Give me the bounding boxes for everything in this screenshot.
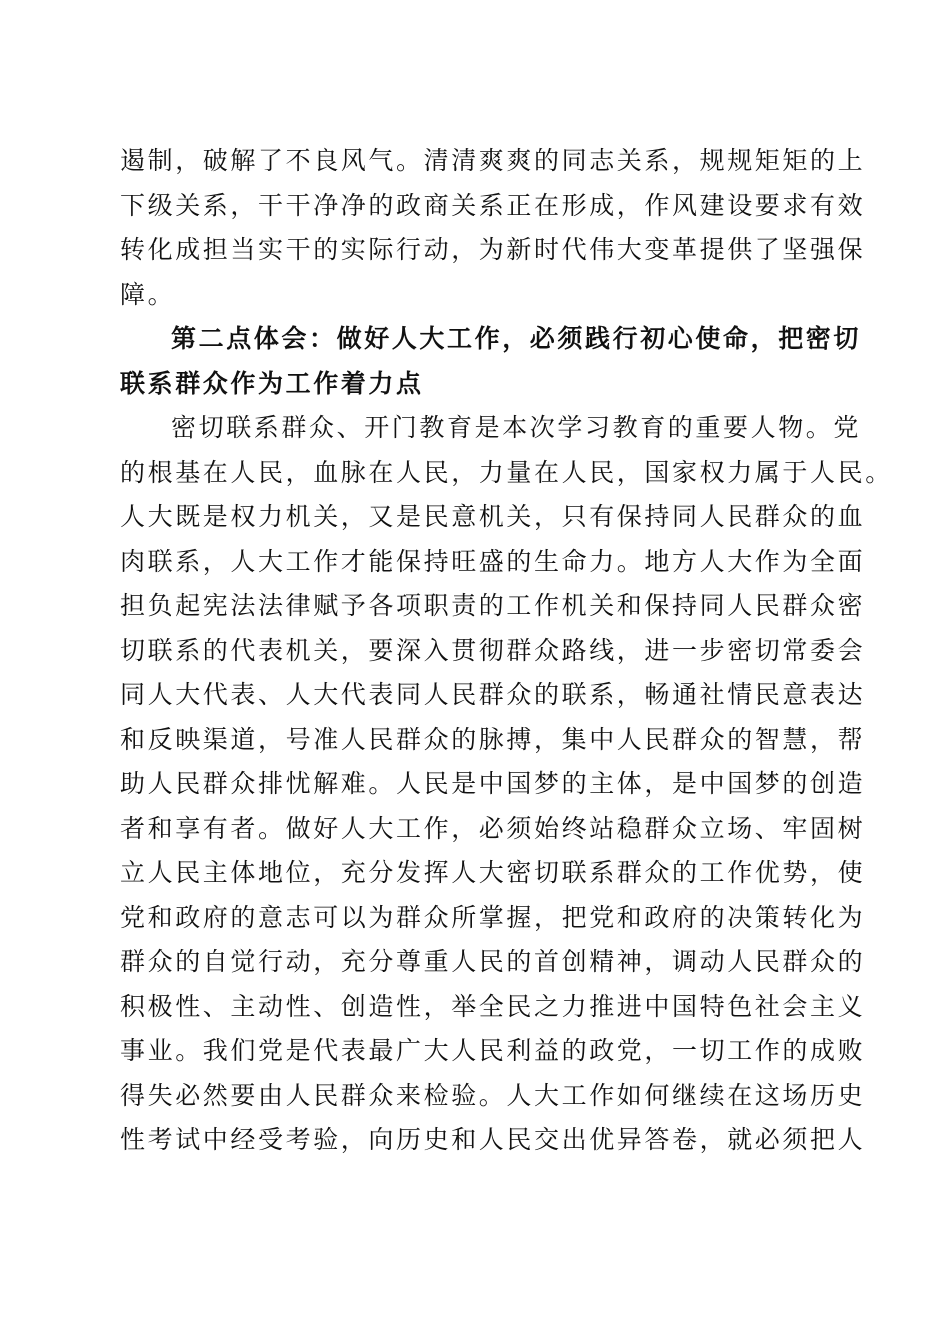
paragraph-line: 事业。我们党是代表最广大人民利益的政党，一切工作的成败: [120, 1036, 866, 1065]
paragraph-line: 人大既是权力机关，又是民意机关，只有保持同人民群众的血: [120, 502, 866, 531]
paragraph-line: 者和享有者。做好人大工作，必须始终站稳群众立场、牢固树: [120, 813, 866, 843]
paragraph-line: 障。: [120, 279, 176, 309]
paragraph-line: 肉联系，人大工作才能保持旺盛的生命力。地方人大作为全面: [120, 546, 866, 576]
paragraph-line: 性考试中经受考验，向历史和人民交出优异答卷，就必须把人: [120, 1125, 866, 1154]
section-heading-line: 联系群众作为工作着力点: [120, 368, 424, 398]
paragraph-line: 群众的自觉行动，充分尊重人民的首创精神，调动人民群众的: [120, 947, 866, 976]
paragraph-line: 党和政府的意志可以为群众所掌握，把党和政府的决策转化为: [120, 902, 866, 932]
paragraph-line: 下级关系，干干净净的政商关系正在形成，作风建设要求有效: [120, 190, 866, 220]
paragraph-line: 担负起宪法法律赋予各项职责的工作机关和保持同人民群众密: [120, 591, 866, 620]
paragraph-line: 得失必然要由人民群众来检验。人大工作如何继续在这场历史: [120, 1080, 866, 1110]
document-body: [120, 139, 893, 1163]
paragraph-line: 遏制，破解了不良风气。清清爽爽的同志关系，规规矩矩的上: [120, 146, 866, 175]
paragraph-line: 和反映渠道，号准人民群众的脉搏，集中人民群众的智慧，帮: [120, 724, 866, 754]
paragraph-line: 转化成担当实干的实际行动，为新时代伟大变革提供了坚强保: [120, 235, 866, 264]
paragraph-line: 立人民主体地位，充分发挥人大密切联系群众的工作优势，使: [120, 858, 866, 887]
section-heading-line: 第二点体会：做好人大工作，必须践行初心使命，把密切: [171, 324, 862, 353]
paragraph-line: 的根基在人民，血脉在人民，力量在人民，国家权力属于人民。: [120, 457, 893, 487]
paragraph-line: 切联系的代表机关，要深入贯彻群众路线，进一步密切常委会: [120, 635, 866, 665]
paragraph-line: 同人大代表、人大代表同人民群众的联系，畅通社情民意表达: [120, 680, 866, 709]
paragraph-line: 密切联系群众、开门教育是本次学习教育的重要人物。党: [171, 413, 862, 442]
paragraph-line: 助人民群众排忧解难。人民是中国梦的主体，是中国梦的创造: [120, 769, 866, 798]
paragraph-line: 积极性、主动性、创造性，举全民之力推进中国特色社会主义: [120, 991, 866, 1021]
